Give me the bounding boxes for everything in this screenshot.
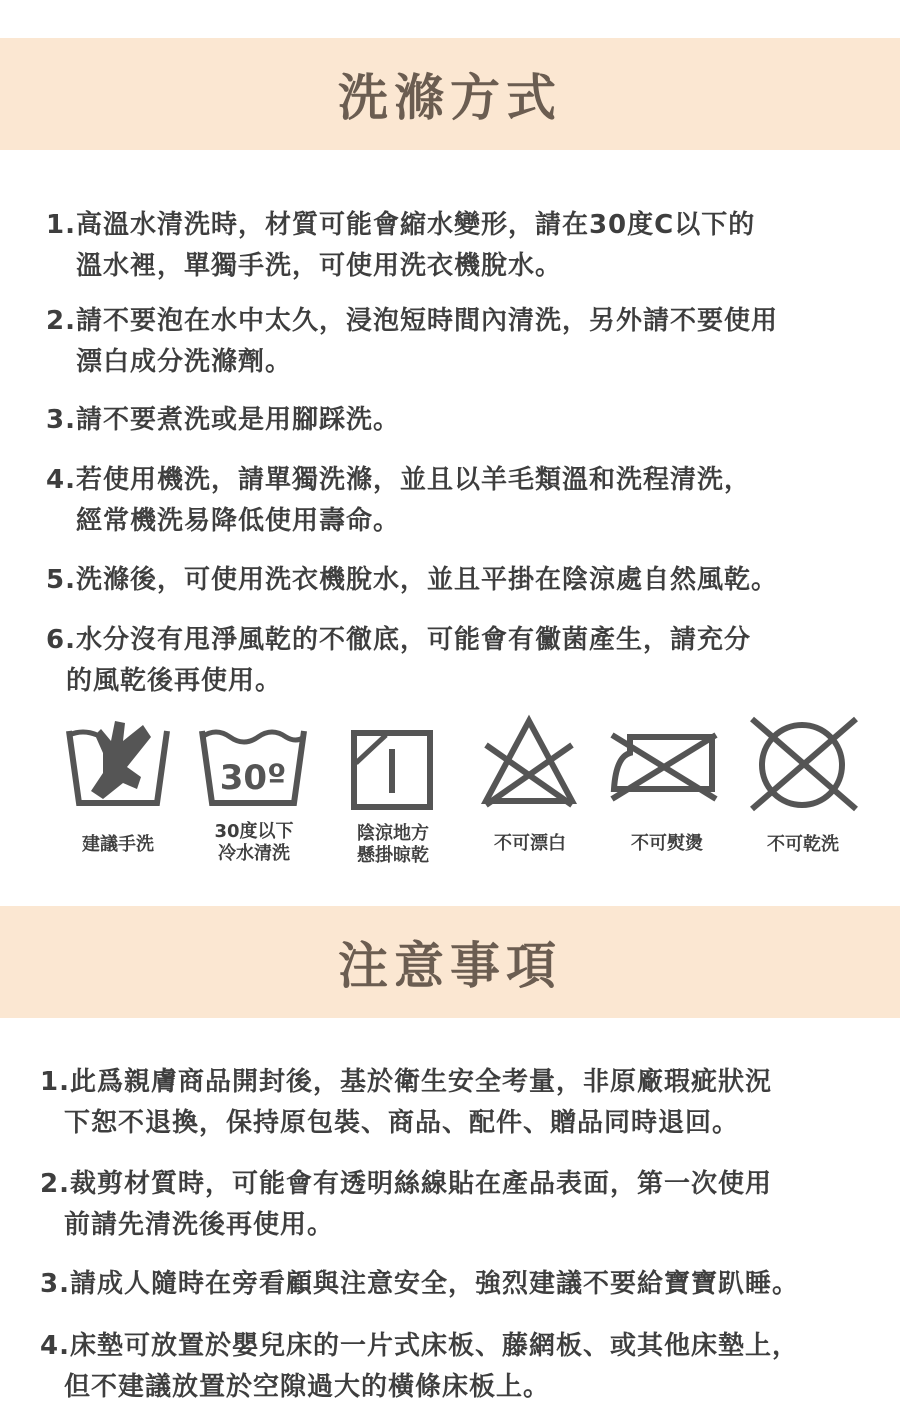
hand-wash-icon (63, 713, 173, 813)
notice-item-4-line2: 但不建議放置於空隙過大的橫條床板上。 (64, 1372, 551, 1402)
wash-item-2 (46, 301, 778, 383)
notice-title: 注意事項 (338, 937, 562, 995)
wash-item-1-line2: 溫水裡，單獨手洗，可使用洗衣機脫水。 (76, 251, 563, 281)
dry-shade-caption-line1: 陰涼地方 (357, 823, 429, 844)
wash-item-3-line1: 3.請不要煮洗或是用腳踩洗。 (46, 405, 400, 435)
wash-item-4 (46, 460, 751, 542)
notice-item-1 (40, 1062, 772, 1144)
notice-item-4 (40, 1326, 799, 1408)
dry-shade-caption (343, 823, 443, 867)
wash-30-caption (204, 821, 304, 865)
notice-banner (0, 906, 900, 1018)
wash-temperature-label: 30º (219, 758, 287, 798)
wash-item-4-line2: 經常機洗易降低使用壽命。 (76, 506, 401, 536)
no-bleach-icon (474, 713, 584, 813)
wash-item-2-line1: 2.請不要泡在水中太久，浸泡短時間內清洗，另外請不要使用 (46, 306, 778, 336)
hand-wash-caption-line1: 建議手洗 (82, 834, 154, 855)
no-bleach-caption (480, 833, 580, 855)
notice-item-1-line1: 1.此爲親膚商品開封後，基於衛生安全考量，非原廠瑕疵狀況 (40, 1067, 772, 1097)
wash-30-caption-line2: 冷水清洗 (218, 843, 290, 864)
no-iron-caption (617, 833, 717, 855)
wash-30-caption-line1: 30度以下 (214, 821, 294, 842)
wash-item-1-line1: 1.高溫水清洗時，材質可能會縮水變形，請在30度C以下的 (46, 210, 756, 240)
no-iron-caption-line1: 不可熨燙 (631, 833, 703, 854)
wash-item-4-line1: 4.若使用機洗，請單獨洗滌，並且以羊毛類溫和洗程清洗， (46, 465, 751, 495)
wash-item-6-line2: 的風乾後再使用。 (66, 666, 283, 696)
notice-item-3 (40, 1264, 799, 1305)
wash-item-6-line1: 6.水分沒有甩淨風乾的不徹底，可能會有黴菌產生，請充分 (46, 625, 751, 655)
notice-item-1-line2: 下恕不退換，保持原包裝、商品、配件、贈品同時退回。 (64, 1108, 740, 1138)
wash-item-5 (46, 560, 778, 601)
washing-method-banner (0, 38, 900, 150)
wash-item-5-line1: 5.洗滌後，可使用洗衣機脫水，並且平掛在陰涼處自然風乾。 (46, 565, 778, 595)
no-dry-clean-caption (753, 834, 853, 856)
wash-item-3 (46, 400, 400, 441)
wash-item-1 (46, 205, 755, 287)
care-symbols-row (0, 713, 900, 883)
wash-item-6 (46, 620, 751, 702)
notice-item-2-line1: 2.裁剪材質時，可能會有透明絲線貼在產品表面，第一次使用 (40, 1169, 772, 1199)
notice-item-2 (40, 1164, 772, 1246)
hand-wash-caption (68, 834, 168, 856)
washing-method-title: 洗滌方式 (338, 69, 562, 127)
no-dry-clean-caption-line1: 不可乾洗 (767, 834, 839, 855)
no-dry-clean-icon (748, 713, 858, 813)
wash-30-degree-icon (198, 713, 308, 813)
dry-flat-in-shade-icon (338, 713, 448, 813)
notice-item-2-line2: 前請先清洗後再使用。 (64, 1210, 335, 1240)
dry-shade-caption-line2: 懸掛晾乾 (357, 845, 429, 866)
no-bleach-caption-line1: 不可漂白 (494, 833, 566, 854)
wash-item-2-line2: 漂白成分洗滌劑。 (76, 347, 293, 377)
notice-item-4-line1: 4.床墊可放置於嬰兒床的一片式床板、藤網板、或其他床墊上， (40, 1331, 799, 1361)
notice-item-3-line1: 3.請成人隨時在旁看顧與注意安全，強烈建議不要給寶寶趴睡。 (40, 1269, 799, 1299)
no-iron-icon (608, 713, 718, 813)
